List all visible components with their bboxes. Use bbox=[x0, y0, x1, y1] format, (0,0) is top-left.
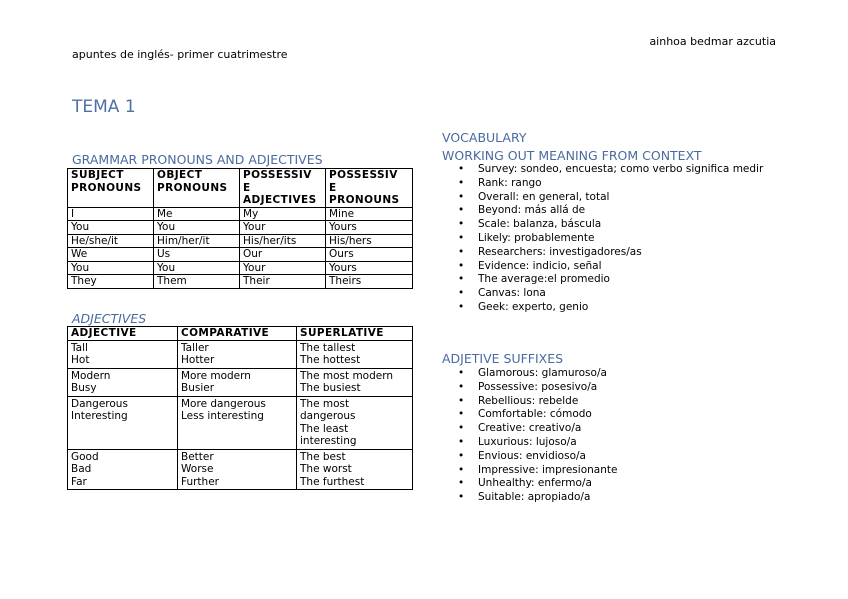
list-item: • The average:el promedio bbox=[458, 273, 610, 286]
adjectives-table bbox=[67, 326, 413, 490]
list-item: • Envious: envidioso/a bbox=[458, 449, 586, 462]
bullet-icon: • bbox=[458, 367, 465, 379]
table-cell: The most modern The busiest bbox=[297, 368, 413, 396]
list-item: • Researchers: investigadores/as bbox=[458, 245, 642, 258]
bullet-icon: • bbox=[458, 300, 465, 313]
list-item: • Rebellious: rebelde bbox=[458, 394, 579, 407]
bullet-icon: • bbox=[458, 463, 465, 476]
vocabulary-heading: VOCABULARY bbox=[442, 130, 527, 145]
list-item: • Geek: experto, genio bbox=[458, 300, 589, 313]
table-row bbox=[68, 261, 413, 275]
list-item: • Scale: balanza, báscula bbox=[458, 218, 602, 231]
table-cell: Modern Busy bbox=[68, 368, 178, 396]
list-item: • Suitable: apropiado/a bbox=[458, 491, 591, 504]
table-cell: The tallest The hottest bbox=[297, 340, 413, 368]
adjectives-heading: ADJECTIVES bbox=[72, 311, 147, 326]
suffixes-list bbox=[442, 367, 776, 505]
list-item: • Comfortable: cómodo bbox=[458, 408, 592, 421]
list-item: • Impressive: impresionante bbox=[458, 463, 618, 476]
bullet-icon: • bbox=[458, 231, 465, 244]
table-cell: Ours bbox=[326, 248, 413, 262]
list-item: • Creative: creativo/a bbox=[458, 422, 582, 435]
table-cell: More dangerous Less interesting bbox=[178, 396, 297, 449]
header-possessive-pronouns: POSSESSIV E PRONOUNS bbox=[326, 169, 413, 208]
bullet-icon: • bbox=[458, 394, 465, 407]
table-cell: We bbox=[68, 248, 154, 262]
table-row bbox=[68, 234, 413, 248]
list-item: • Luxurious: lujoso/a bbox=[458, 435, 577, 448]
table-cell: Our bbox=[240, 248, 326, 262]
table-cell: He/she/it bbox=[68, 234, 154, 248]
table-cell: Better Worse Further bbox=[178, 449, 297, 490]
header-comparative: COMPARATIVE bbox=[178, 327, 297, 341]
table-row bbox=[68, 221, 413, 235]
list-item: • Canvas: lona bbox=[458, 287, 546, 300]
table-cell: You bbox=[68, 261, 154, 275]
header-adjective: ADJECTIVE bbox=[68, 327, 178, 341]
table-row bbox=[68, 275, 413, 289]
table-cell: Your bbox=[240, 261, 326, 275]
bullet-icon: • bbox=[458, 408, 465, 421]
bullet-icon: • bbox=[458, 273, 465, 286]
bullet-icon: • bbox=[458, 435, 465, 448]
grammar-heading: GRAMMAR PRONOUNS AND ADJECTIVES bbox=[72, 152, 323, 167]
bullet-icon: • bbox=[458, 204, 465, 217]
bullet-icon: • bbox=[458, 190, 465, 203]
table-cell: You bbox=[154, 261, 240, 275]
table-row bbox=[68, 340, 413, 368]
table-cell: More modern Busier bbox=[178, 368, 297, 396]
bullet-icon: • bbox=[458, 449, 465, 462]
table-cell: Yours bbox=[326, 221, 413, 235]
bullet-icon: • bbox=[458, 380, 465, 393]
list-item: • Beyond: más allá de bbox=[458, 204, 586, 217]
context-subheading: WORKING OUT MEANING FROM CONTEXT bbox=[442, 148, 702, 163]
table-cell: Mine bbox=[326, 207, 413, 221]
header-subject-pronouns: SUBJECT PRONOUNS bbox=[68, 169, 154, 208]
list-item: • Evidence: indicio, señal bbox=[458, 259, 602, 272]
table-cell: Dangerous Interesting bbox=[68, 396, 178, 449]
table-cell: Them bbox=[154, 275, 240, 289]
bullet-icon: • bbox=[458, 163, 465, 175]
author-name: ainhoa bedmar azcutia bbox=[649, 35, 776, 48]
header-superlative: SUPERLATIVE bbox=[297, 327, 413, 341]
table-cell: You bbox=[68, 221, 154, 235]
pronouns-table bbox=[67, 168, 413, 289]
table-row bbox=[68, 396, 413, 449]
bullet-icon: • bbox=[458, 176, 465, 189]
table-cell: Me bbox=[154, 207, 240, 221]
table-row bbox=[68, 368, 413, 396]
list-item: • Glamorous: glamuroso/a bbox=[458, 367, 607, 379]
header-object-pronouns: OBJECT PRONOUNS bbox=[154, 169, 240, 208]
table-row bbox=[68, 207, 413, 221]
table-cell: They bbox=[68, 275, 154, 289]
table-cell: Tall Hot bbox=[68, 340, 178, 368]
bullet-icon: • bbox=[458, 245, 465, 258]
vocabulary-list bbox=[442, 163, 776, 315]
table-cell: Their bbox=[240, 275, 326, 289]
table-cell: Him/her/it bbox=[154, 234, 240, 248]
table-cell: Taller Hotter bbox=[178, 340, 297, 368]
bullet-icon: • bbox=[458, 477, 465, 490]
table-cell: Your bbox=[240, 221, 326, 235]
table-cell: Yours bbox=[326, 261, 413, 275]
pronouns-header-row bbox=[68, 169, 413, 208]
table-cell: Theirs bbox=[326, 275, 413, 289]
header-possessive-adjectives: POSSESSIV E ADJECTIVES bbox=[240, 169, 326, 208]
list-item: • Rank: rango bbox=[458, 176, 542, 189]
bullet-icon: • bbox=[458, 491, 465, 504]
page-title: TEMA 1 bbox=[72, 97, 136, 117]
table-cell: My bbox=[240, 207, 326, 221]
bullet-icon: • bbox=[458, 287, 465, 300]
document-subtitle: apuntes de inglés- primer cuatrimestre bbox=[72, 48, 288, 61]
adjectives-header-row bbox=[68, 327, 413, 341]
list-item: • Likely: probablemente bbox=[458, 231, 595, 244]
table-cell: I bbox=[68, 207, 154, 221]
table-row bbox=[68, 248, 413, 262]
table-cell: Us bbox=[154, 248, 240, 262]
list-item: • Unhealthy: enfermo/a bbox=[458, 477, 592, 490]
table-row bbox=[68, 449, 413, 490]
bullet-icon: • bbox=[458, 422, 465, 435]
table-cell: Good Bad Far bbox=[68, 449, 178, 490]
suffixes-heading: ADJETIVE SUFFIXES bbox=[442, 351, 564, 366]
table-cell: The best The worst The furthest bbox=[297, 449, 413, 490]
bullet-icon: • bbox=[458, 259, 465, 272]
bullet-icon: • bbox=[458, 218, 465, 231]
list-item: • Overall: en general, total bbox=[458, 190, 610, 203]
table-cell: His/her/its bbox=[240, 234, 326, 248]
list-item: • Possessive: posesivo/a bbox=[458, 380, 598, 393]
table-cell: His/hers bbox=[326, 234, 413, 248]
table-cell: You bbox=[154, 221, 240, 235]
list-item: • Survey: sondeo, encuesta; como verbo significa medir bbox=[458, 163, 764, 175]
table-cell: The most dangerous The least interesting bbox=[297, 396, 413, 449]
